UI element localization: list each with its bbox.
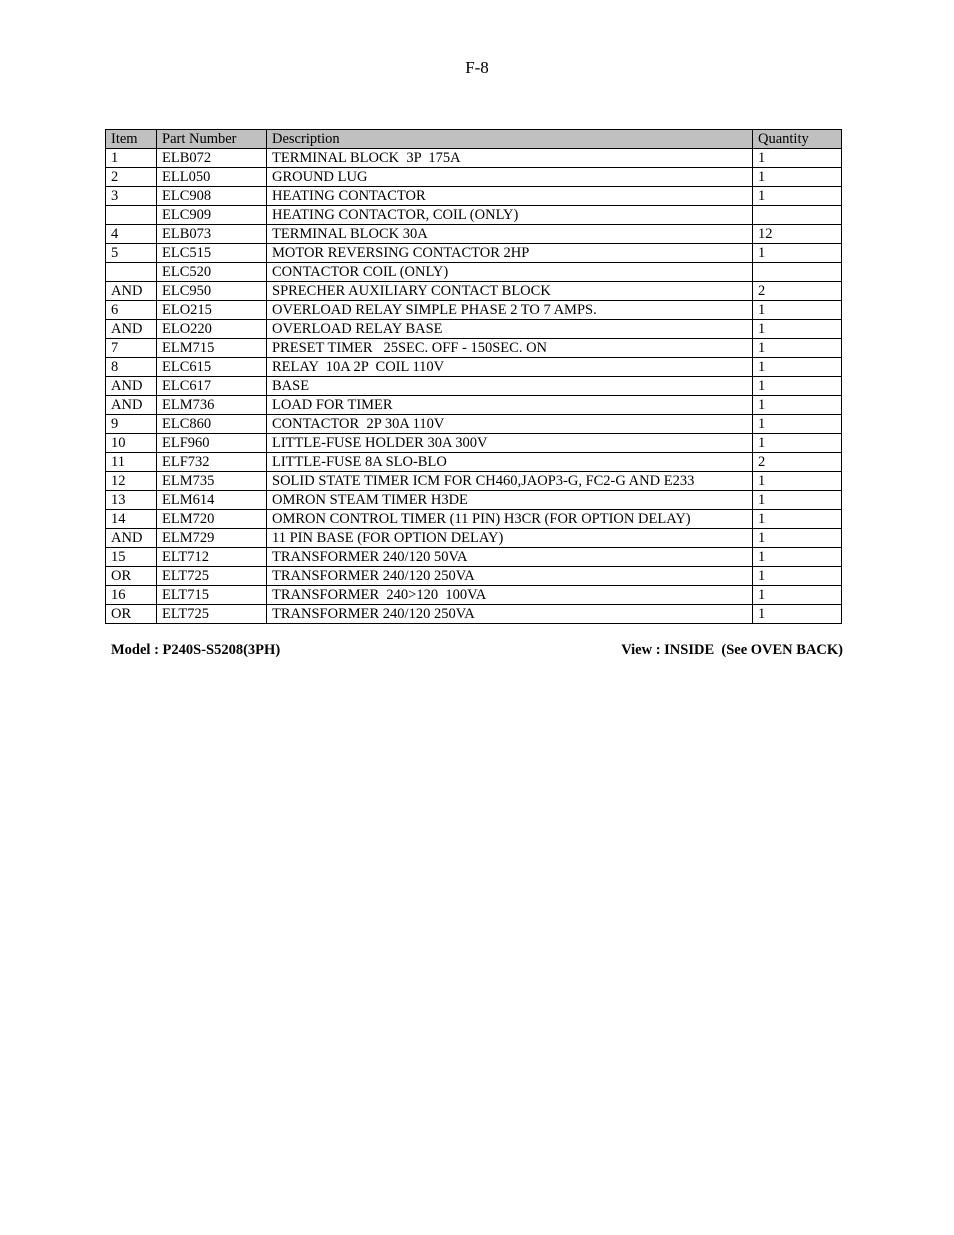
cell-quantity: 1 — [753, 548, 842, 567]
cell-quantity: 1 — [753, 510, 842, 529]
cell-quantity: 1 — [753, 472, 842, 491]
cell-item: OR — [106, 567, 157, 586]
cell-description: GROUND LUG — [267, 168, 753, 187]
table-row — [106, 453, 842, 472]
cell-part-number: ELT715 — [157, 586, 267, 605]
cell-description: TERMINAL BLOCK 3P 175A — [267, 149, 753, 168]
cell-item: 7 — [106, 339, 157, 358]
header-item: Item — [106, 130, 157, 149]
cell-part-number: ELC520 — [157, 263, 267, 282]
cell-item: OR — [106, 605, 157, 624]
table-row — [106, 434, 842, 453]
table-row — [106, 605, 842, 624]
cell-quantity — [753, 263, 842, 282]
cell-part-number: ELC615 — [157, 358, 267, 377]
cell-part-number: ELC515 — [157, 244, 267, 263]
cell-description: OVERLOAD RELAY SIMPLE PHASE 2 TO 7 AMPS. — [267, 301, 753, 320]
cell-description: BASE — [267, 377, 753, 396]
cell-description: 11 PIN BASE (FOR OPTION DELAY) — [267, 529, 753, 548]
cell-item: AND — [106, 377, 157, 396]
cell-item: 14 — [106, 510, 157, 529]
cell-quantity: 1 — [753, 529, 842, 548]
table-row — [106, 282, 842, 301]
cell-item: 12 — [106, 472, 157, 491]
cell-quantity — [753, 206, 842, 225]
cell-quantity: 2 — [753, 282, 842, 301]
cell-description: SOLID STATE TIMER ICM FOR CH460,JAOP3-G, FC2-G AND E233 — [267, 472, 753, 491]
table-row — [106, 586, 842, 605]
header-part-number: Part Number — [157, 130, 267, 149]
cell-item: AND — [106, 282, 157, 301]
cell-item: 16 — [106, 586, 157, 605]
table-row — [106, 510, 842, 529]
view-label: View : INSIDE (See OVEN BACK) — [621, 642, 843, 658]
cell-part-number: ELB072 — [157, 149, 267, 168]
table-row — [106, 567, 842, 586]
table-row — [106, 149, 842, 168]
cell-quantity: 1 — [753, 434, 842, 453]
cell-description: HEATING CONTACTOR, COIL (ONLY) — [267, 206, 753, 225]
table-row — [106, 472, 842, 491]
table-row — [106, 244, 842, 263]
parts-table-header — [106, 130, 842, 149]
cell-quantity: 12 — [753, 225, 842, 244]
table-row — [106, 358, 842, 377]
header-row — [106, 130, 842, 149]
cell-quantity: 1 — [753, 605, 842, 624]
cell-part-number: ELM720 — [157, 510, 267, 529]
cell-item: AND — [106, 320, 157, 339]
cell-item: 2 — [106, 168, 157, 187]
table-row — [106, 168, 842, 187]
cell-part-number: ELL050 — [157, 168, 267, 187]
table-row — [106, 263, 842, 282]
cell-item: 9 — [106, 415, 157, 434]
cell-item: 10 — [106, 434, 157, 453]
cell-description: LITTLE-FUSE HOLDER 30A 300V — [267, 434, 753, 453]
table-row — [106, 415, 842, 434]
cell-quantity: 1 — [753, 244, 842, 263]
table-row — [106, 301, 842, 320]
table-row — [106, 187, 842, 206]
header-quantity: Quantity — [753, 130, 842, 149]
cell-part-number: ELT725 — [157, 605, 267, 624]
cell-part-number: ELC908 — [157, 187, 267, 206]
table-row — [106, 377, 842, 396]
cell-description: OVERLOAD RELAY BASE — [267, 320, 753, 339]
cell-item — [106, 263, 157, 282]
cell-description: LITTLE-FUSE 8A SLO-BLO — [267, 453, 753, 472]
cell-item: 5 — [106, 244, 157, 263]
cell-description: TRANSFORMER 240/120 50VA — [267, 548, 753, 567]
cell-part-number: ELC950 — [157, 282, 267, 301]
cell-description: LOAD FOR TIMER — [267, 396, 753, 415]
table-row — [106, 225, 842, 244]
cell-item: 13 — [106, 491, 157, 510]
cell-part-number: ELF732 — [157, 453, 267, 472]
cell-part-number: ELC617 — [157, 377, 267, 396]
cell-quantity: 1 — [753, 377, 842, 396]
cell-description: SPRECHER AUXILIARY CONTACT BLOCK — [267, 282, 753, 301]
cell-quantity: 1 — [753, 301, 842, 320]
cell-description: OMRON CONTROL TIMER (11 PIN) H3CR (FOR OPTION DELAY) — [267, 510, 753, 529]
table-row — [106, 529, 842, 548]
cell-quantity: 1 — [753, 358, 842, 377]
cell-item: 11 — [106, 453, 157, 472]
cell-description: HEATING CONTACTOR — [267, 187, 753, 206]
cell-quantity: 1 — [753, 396, 842, 415]
cell-description: TERMINAL BLOCK 30A — [267, 225, 753, 244]
cell-item: 1 — [106, 149, 157, 168]
cell-part-number: ELM614 — [157, 491, 267, 510]
table-row — [106, 339, 842, 358]
model-label: Model : P240S-S5208(3PH) — [111, 642, 281, 658]
cell-part-number: ELO220 — [157, 320, 267, 339]
cell-quantity: 1 — [753, 567, 842, 586]
cell-part-number: ELT712 — [157, 548, 267, 567]
table-row — [106, 320, 842, 339]
cell-item: 15 — [106, 548, 157, 567]
cell-part-number: ELM715 — [157, 339, 267, 358]
table-row — [106, 491, 842, 510]
cell-description: CONTACTOR 2P 30A 110V — [267, 415, 753, 434]
cell-item: AND — [106, 529, 157, 548]
cell-quantity: 1 — [753, 339, 842, 358]
cell-description: CONTACTOR COIL (ONLY) — [267, 263, 753, 282]
table-row — [106, 206, 842, 225]
cell-part-number: ELM729 — [157, 529, 267, 548]
cell-description: RELAY 10A 2P COIL 110V — [267, 358, 753, 377]
cell-quantity: 1 — [753, 149, 842, 168]
parts-table — [105, 129, 842, 624]
cell-part-number: ELM735 — [157, 472, 267, 491]
cell-item: 8 — [106, 358, 157, 377]
cell-part-number: ELB073 — [157, 225, 267, 244]
cell-part-number: ELC909 — [157, 206, 267, 225]
cell-item — [106, 206, 157, 225]
cell-description: OMRON STEAM TIMER H3DE — [267, 491, 753, 510]
cell-description: TRANSFORMER 240>120 100VA — [267, 586, 753, 605]
table-row — [106, 396, 842, 415]
cell-quantity: 1 — [753, 320, 842, 339]
cell-quantity: 2 — [753, 453, 842, 472]
cell-description: MOTOR REVERSING CONTACTOR 2HP — [267, 244, 753, 263]
cell-item: 4 — [106, 225, 157, 244]
parts-table-body — [106, 149, 842, 624]
cell-quantity: 1 — [753, 415, 842, 434]
cell-part-number: ELO215 — [157, 301, 267, 320]
cell-quantity: 1 — [753, 187, 842, 206]
cell-description: TRANSFORMER 240/120 250VA — [267, 605, 753, 624]
cell-part-number: ELT725 — [157, 567, 267, 586]
page-number: F-8 — [465, 58, 489, 77]
cell-description: TRANSFORMER 240/120 250VA — [267, 567, 753, 586]
cell-part-number: ELM736 — [157, 396, 267, 415]
cell-quantity: 1 — [753, 586, 842, 605]
cell-item: AND — [106, 396, 157, 415]
table-row — [106, 548, 842, 567]
cell-item: 6 — [106, 301, 157, 320]
header-description: Description — [267, 130, 753, 149]
cell-quantity: 1 — [753, 168, 842, 187]
cell-description: PRESET TIMER 25SEC. OFF - 150SEC. ON — [267, 339, 753, 358]
cell-item: 3 — [106, 187, 157, 206]
cell-part-number: ELF960 — [157, 434, 267, 453]
cell-quantity: 1 — [753, 491, 842, 510]
cell-part-number: ELC860 — [157, 415, 267, 434]
